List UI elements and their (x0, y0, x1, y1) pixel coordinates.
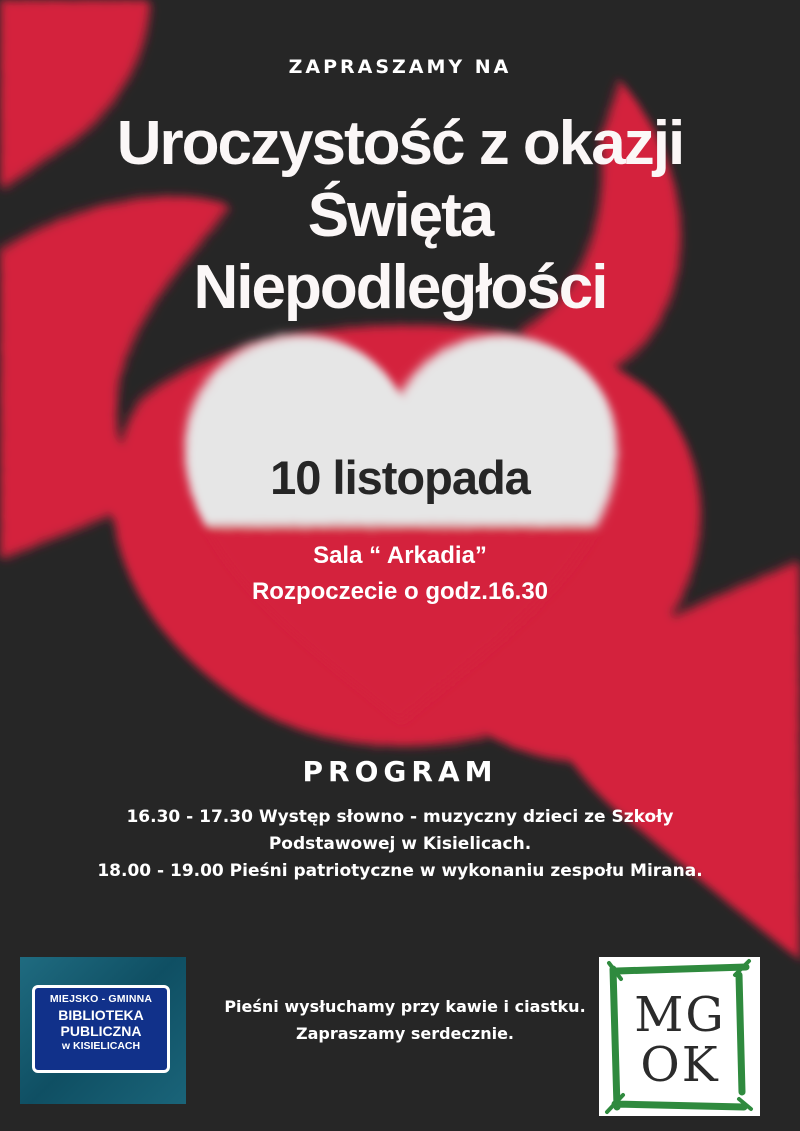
title-line: Święta (307, 181, 493, 250)
title-line: Uroczystość z okazji (116, 109, 684, 178)
venue-block (0, 538, 800, 610)
mgok-logo (599, 957, 760, 1116)
library-logo-line: BIBLIOTEKA (58, 1007, 144, 1023)
library-sign-plate (32, 985, 170, 1073)
library-logo-line: w KISIELICACH (61, 1040, 141, 1052)
program-line: 16.30 - 17.30 Występ słowno - muzyczny dzieci ze Szkoły (126, 807, 674, 827)
mgok-logo-text: MG (634, 987, 726, 1043)
library-logo-line: PUBLICZNA (60, 1023, 142, 1039)
mgok-logo-text: OK (640, 1037, 720, 1093)
closing-line: Pieśni wysłuchamy przy kawie i ciastku. (224, 997, 586, 1016)
library-logo (20, 957, 186, 1104)
program-line: 18.00 - 19.00 Pieśni patriotyczne w wykonaniu zespołu Mirana. (97, 861, 703, 881)
program-line: Podstawowej w Kisielicach. (268, 834, 532, 854)
program-heading: PROGRAM (302, 755, 498, 788)
start-time: Rozpoczecie o godz.16.30 (251, 578, 549, 605)
intro-text: ZAPRASZAMY NA (288, 56, 512, 78)
closing-text (195, 993, 615, 1047)
library-logo-line: MIEJSKO - GMINNA (49, 993, 153, 1005)
program-list (0, 804, 800, 885)
title-line: Niepodległości (193, 253, 607, 322)
event-date: 10 listopada (270, 451, 530, 504)
event-title (0, 108, 800, 324)
venue-name: Sala “ Arkadia” (313, 542, 487, 569)
closing-line: Zapraszamy serdecznie. (295, 1024, 514, 1043)
